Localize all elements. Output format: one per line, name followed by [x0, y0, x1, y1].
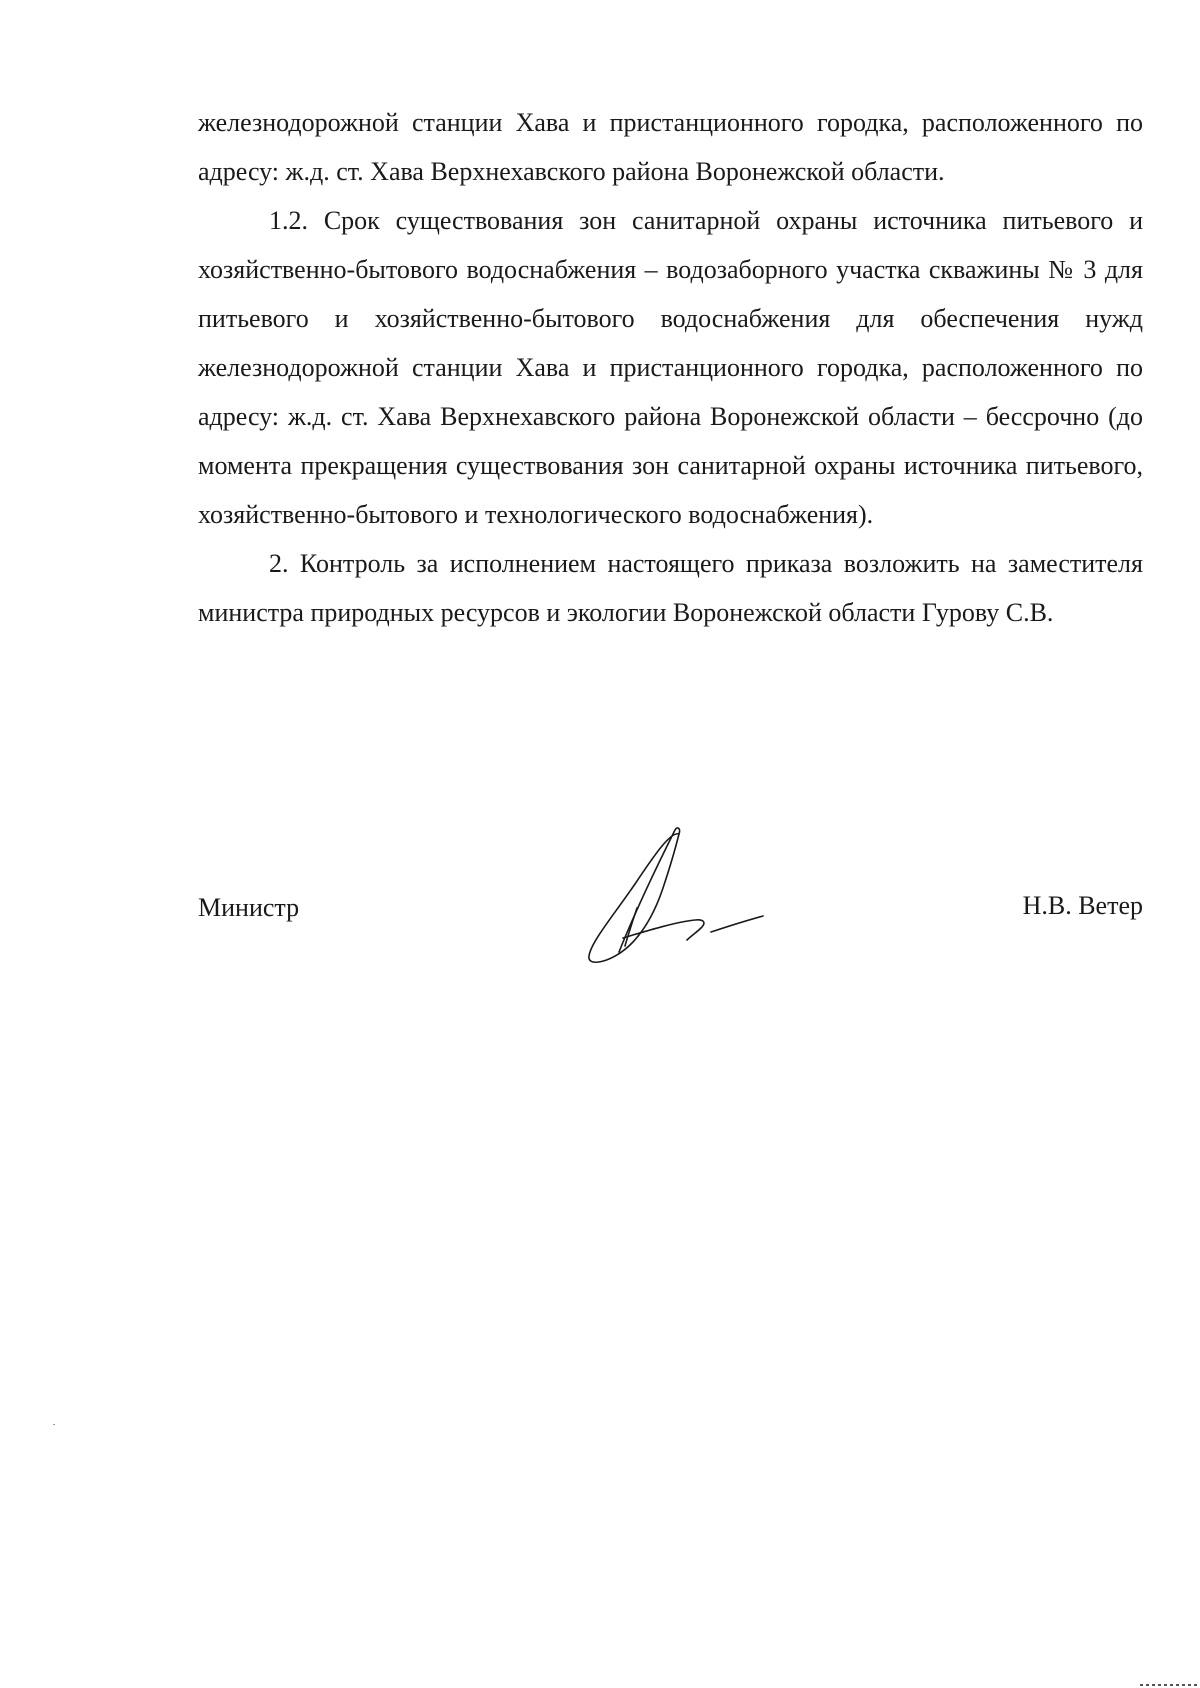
document-body [198, 98, 1143, 637]
scan-artifact-edge [1140, 1684, 1200, 1686]
signatory-name: Н.В. Ветер [1022, 891, 1143, 920]
paragraph-2-control: 2. Контроль за исполнением настоящего приказа возложить на заместителя министра природных ресурсов и экологии Воронежской области Гурову С.В. [198, 549, 1143, 627]
signatory-position: Министр [198, 893, 300, 922]
scan-artifact-dot [53, 1424, 55, 1425]
paragraph-continuation: железнодорожной станции Хава и пристанционного городка, расположенного по адресу: ж.д. ст. Хава Верхнехавского района Воронежской области. [198, 108, 1143, 186]
paragraph-1-2-term: 1.2. Срок существования зон санитарной охраны источника питьевого и хозяйственно-бытового водоснабжения – водозаборного участка скважины № 3 для питьевого и хозяйственно-бытового водоснабжения для обеспечения нужд железнодорожной станции Хава и пристанционного городка, расположенного по адресу: ж.д. ст. Хава Верхнехавского района Воронежской области – бессрочно (до момента прекращения существования зон санитарной охраны источника питьевого, хозяйственно-бытового и технологического водоснабжения). [198, 206, 1143, 529]
handwritten-signature [583, 826, 768, 966]
